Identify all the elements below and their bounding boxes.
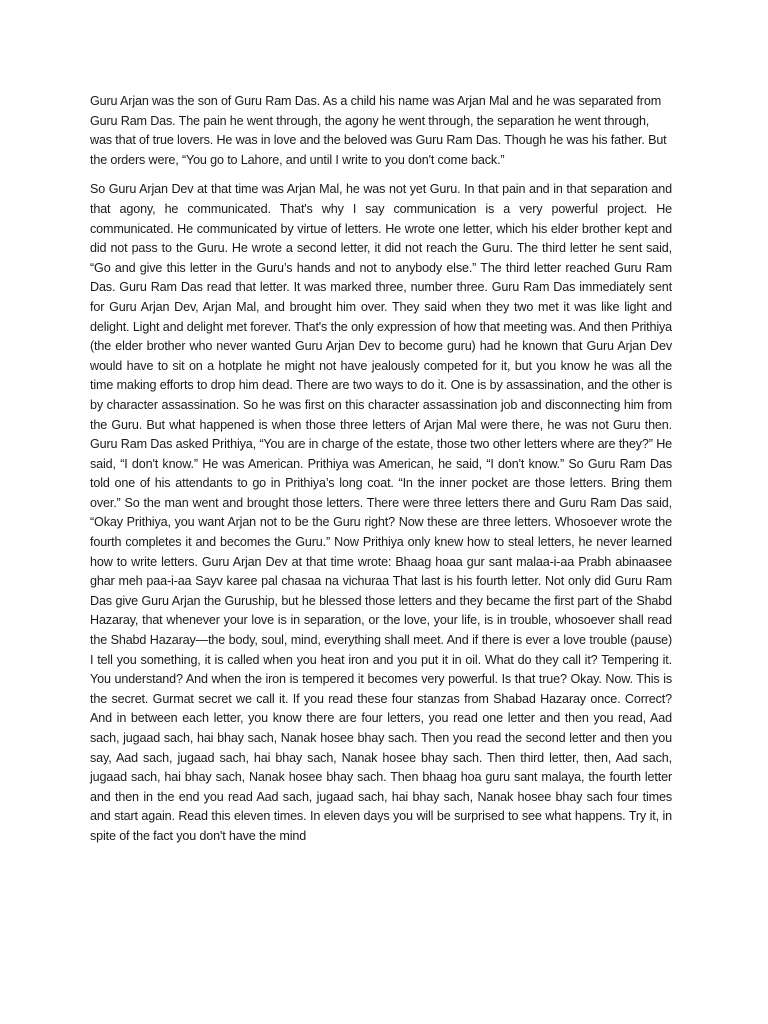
document-body [90, 92, 672, 847]
paragraph-letters-story: So Guru Arjan Dev at that time was Arjan Mal, he was not yet Guru. In that pain and in that separation and that agony, he communicated. That's why I say communication is a very powerful project. He communicated. He communicated by virtue of letters. He wrote one letter, which his elder brother kept and did not pass to the Guru. He wrote a second letter, it did not reach the Guru. The third letter he sent said, “Go and give this letter in the Guru’s hands and not to anybody else.” The third letter reached Guru Ram Das. Guru Ram Das read that letter. It was marked three, number three. Guru Ram Das immediately sent for Guru Arjan Dev, Arjan Mal, and brought him over. They said when they two met it was like light and delight. Light and delight met forever. That's the only expression of how that meeting was. And then Prithiya (the elder brother who never wanted Guru Arjan Dev to become guru) had he known that Guru Arjan Dev would have to sit on a hotplate he might not have jealously competed for it, but you know he was all the time making efforts to drop him dead. There are two ways to do it. One is by assassination, and the other is by character assassination. So he was first on this character assassination job and disconnecting him from the Guru. But what happened is when those three letters of Arjan Mal were there, he was not Guru then. Guru Ram Das asked Prithiya, “You are in charge of the estate, those two other letters where are they?” He said, “I don't know.” He was American. Prithiya was American, he said, “I don't know.” So Guru Ram Das told one of his attendants to go in Prithiya’s long coat. “In the inner pocket are those letters. Bring them over.” So the man went and brought those letters. There were three letters there and Guru Ram Das said, “Okay Prithiya, you want Arjan not to be the Guru right? Now these are three letters. Whosoever wrote the fourth completes it and becomes the Guru.” Now Prithiya only knew how to steal letters, he never learned how to write letters. Guru Arjan Dev at that time wrote: Bhaag hoaa gur sant malaa-i-aa Prabh abinaasee ghar meh paa-i-aa Sayv karee pal chasaa na vichuraa That last is his fourth letter. Not only did Guru Ram Das give Guru Arjan the Guruship, but he blessed those letters and they became the first part of the Shabd Hazaray, that whenever your love is in separation, or the love, your life, is in trouble, whosoever shall read the Shabd Hazaray—the body, soul, mind, everything shall meet. And if there is ever a love trouble (pause) I tell you something, it is called when you heat iron and you put it in oil. What do they call it? Tempering it. You understand? And when the iron is tempered it becomes very powerful. Is that true? Okay. Now. This is the secret. Gurmat secret we call it. If you read these four stanzas from Shabad Hazaray once. Correct? And in between each letter, you know there are four letters, you read one letter and then you read, Aad sach, jugaad sach, hai bhay sach, Nanak hosee bhay sach. Then you read the second letter and then you say, Aad sach, jugaad sach, hai bhay sach, Nanak hosee bhay sach. Then third letter, then, Aad sach, jugaad sach, hai bhay sach, Nanak hosee bhay sach. Then bhaag hoa guru sant malaya, the fourth letter and then in the end you read Aad sach, jugaad sach, hai bhay sach, Nanak hosee bhay sach four times and start again. Read this eleven times. In eleven days you will be surprised to see what happens. Try it, in spite of the fact you don't have the mind [90, 182, 672, 843]
paragraph-guru-arjan-intro: Guru Arjan was the son of Guru Ram Das. As a child his name was Arjan Mal and he was separated from Guru Ram Das. The pain he went through, the agony he went through, the separation he went through, was that of true lovers. He was in love and the beloved was Guru Ram Das. Though he was his father. But the orders were, “You go to Lahore, and until I write to you don't come back.” [90, 94, 667, 167]
